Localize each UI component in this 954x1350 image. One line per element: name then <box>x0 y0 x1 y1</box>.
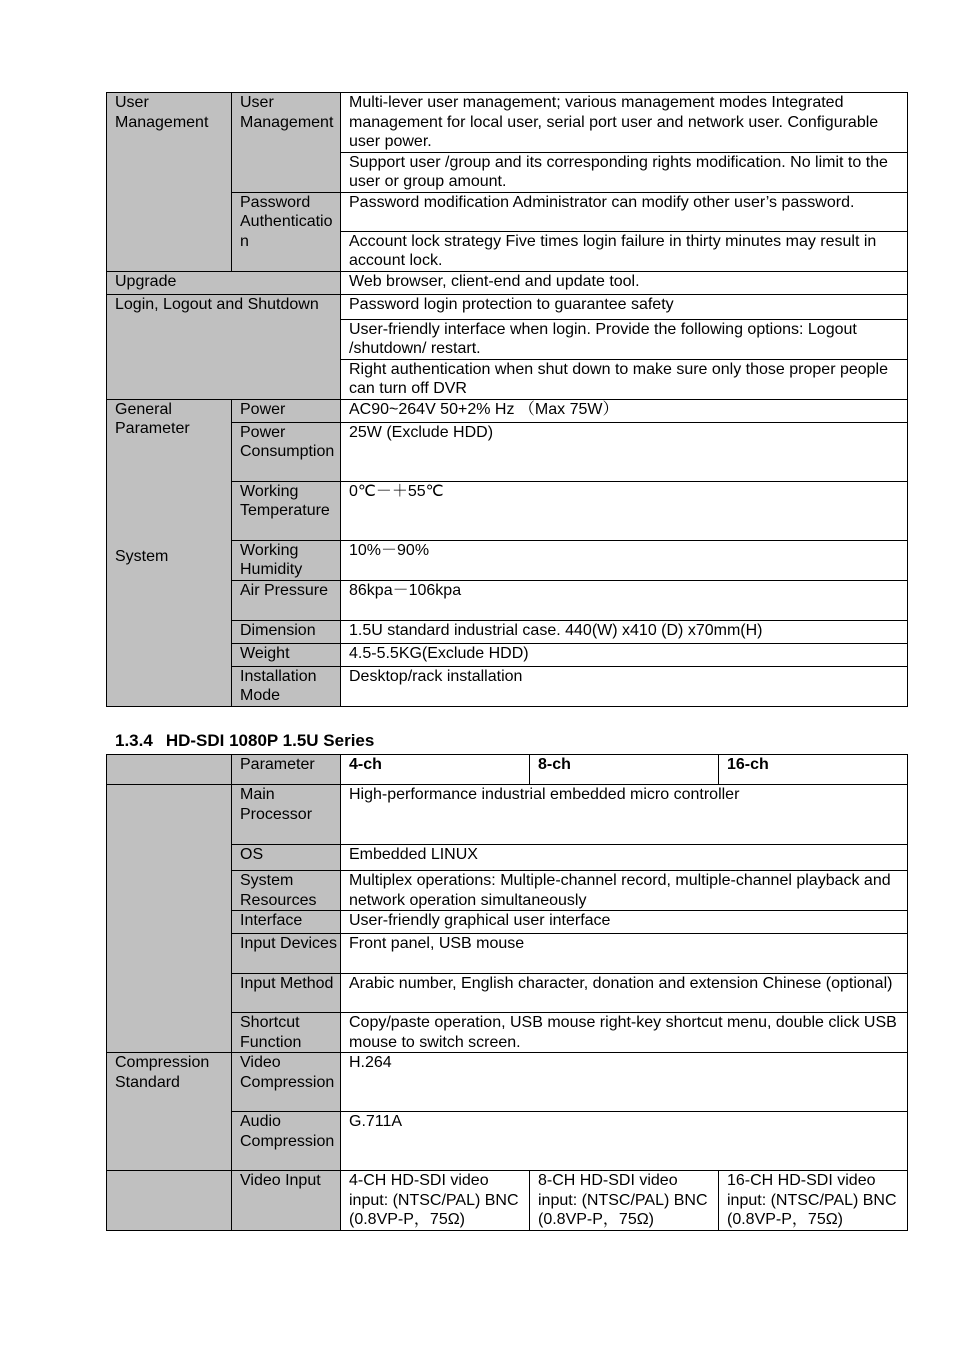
header-parameter: Parameter <box>232 755 341 785</box>
category-login-logout-shutdown: Login, Logout and Shutdown <box>107 294 341 399</box>
spec-value: Right authentication when shut down to make sure only those proper people can turn off DVR <box>341 359 908 399</box>
parameter-name: Working Humidity <box>232 540 341 580</box>
spec-value: G.711A <box>341 1112 908 1171</box>
parameter-name: Working Temperature <box>232 481 341 540</box>
subcategory-password-authentication: Password Authentication <box>232 192 341 271</box>
spec-value: Password login protection to guarantee safety <box>341 294 908 319</box>
parameter-name: Video Input <box>232 1171 341 1231</box>
empty-category-cell <box>107 1171 232 1231</box>
category-compression-standard: Compression Standard <box>107 1053 232 1171</box>
parameter-name: Input Method <box>232 974 341 1013</box>
spec-value: H.264 <box>341 1053 908 1112</box>
spec-value: Embedded LINUX <box>341 845 908 871</box>
spec-value: AC90~264V 50+2% Hz （Max 75W） <box>341 399 908 422</box>
spec-value: 1.5U standard industrial case. 440(W) x410 (D) x70mm(H) <box>341 620 908 643</box>
category-system-label: System <box>115 548 169 565</box>
parameter-name: Shortcut Function <box>232 1013 341 1053</box>
parameter-name: System Resources <box>232 871 341 911</box>
spec-value: Copy/paste operation, USB mouse right-key shortcut menu, double click USB mouse to switch screen. <box>341 1013 908 1053</box>
header-8ch: 8-ch <box>530 755 719 785</box>
category-general-parameter: General Parameter <box>107 399 232 706</box>
parameter-name: Main Processor <box>232 785 341 845</box>
section-title: HD-SDI 1080P 1.5U Series <box>165 731 375 750</box>
parameter-name: Interface <box>232 911 341 934</box>
parameter-name: Installation Mode <box>232 666 341 706</box>
spec-value: Arabic number, English character, donation and extension Chinese (optional) <box>341 974 908 1013</box>
parameter-name: Input Devices <box>232 934 341 974</box>
parameter-name: Video Compression <box>232 1053 341 1112</box>
spec-value: Multi-lever user management; various management modes Integrated management for local user, serial port user and network user. Configurable user power. <box>341 93 908 153</box>
spec-value: 86kpa－106kpa <box>341 580 908 620</box>
parameter-name: OS <box>232 845 341 871</box>
spec-value: 10%－90% <box>341 540 908 580</box>
spec-value: Desktop/rack installation <box>341 666 908 706</box>
header-empty-cell <box>107 755 232 785</box>
spec-value: Front panel, USB mouse <box>341 934 908 974</box>
parameter-name: Air Pressure <box>232 580 341 620</box>
spec-value-8ch: 8-CH HD-SDI video input: (NTSC/PAL) BNC (0.8VP-P，75Ω) <box>530 1171 719 1231</box>
spec-value: Web browser, client-end and update tool. <box>341 271 908 294</box>
category-user-management: User Management <box>107 93 232 272</box>
spec-value: Support user /group and its corresponding rights modification. No limit to the user or group amount. <box>341 152 908 192</box>
spec-table-general <box>106 92 908 707</box>
spec-value: 25W (Exclude HDD) <box>341 422 908 481</box>
spec-value: 0℃－＋55℃ <box>341 481 908 540</box>
spec-value: Multiplex operations: Multiple-channel record, multiple-channel playback and network operation simultaneously <box>341 871 908 911</box>
parameter-name: Power Consumption <box>232 422 341 481</box>
spec-value: User-friendly interface when login. Provide the following options: Logout /shutdown/ restart. <box>341 319 908 359</box>
spec-value: 4.5-5.5KG(Exclude HDD) <box>341 643 908 666</box>
spec-value-16ch: 16-CH HD-SDI video input: (NTSC/PAL) BNC (0.8VP-P，75Ω) <box>719 1171 908 1231</box>
parameter-name: Power <box>232 399 341 422</box>
parameter-name: Audio Compression <box>232 1112 341 1171</box>
parameter-name: Dimension <box>232 620 341 643</box>
header-4ch: 4-ch <box>341 755 530 785</box>
spec-value: Account lock strategy Five times login failure in thirty minutes may result in account lock. <box>341 231 908 271</box>
header-16ch: 16-ch <box>719 755 908 785</box>
spec-value: User-friendly graphical user interface <box>341 911 908 934</box>
category-upgrade: Upgrade <box>107 271 341 294</box>
spec-value: Password modification Administrator can modify other user’s password. <box>341 192 908 231</box>
subcategory-user-management: User Management <box>232 93 341 193</box>
section-heading <box>115 731 387 751</box>
spec-value-4ch: 4-CH HD-SDI video input: (NTSC/PAL) BNC (0.8VP-P，75Ω) <box>341 1171 530 1231</box>
section-number: 1.3.4 <box>115 731 153 750</box>
spec-value: High-performance industrial embedded micro controller <box>341 785 908 845</box>
parameter-name: Weight <box>232 643 341 666</box>
